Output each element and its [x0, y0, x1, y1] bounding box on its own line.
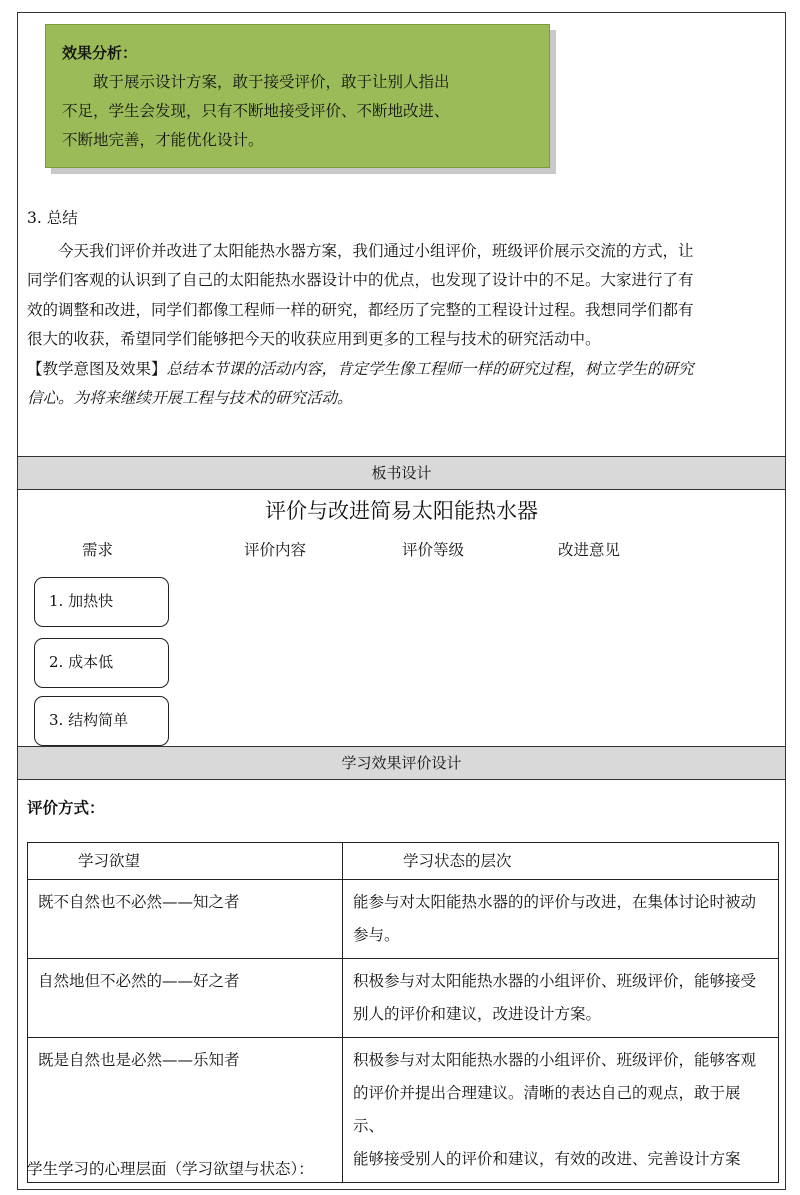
row-3-state: 积极参与对太阳能热水器的小组评价、班级评价，能够客观 的评价并提出合理建议。清晰的表达自己的观点，敢于展示、 能够接受别人的评价和建议，有效的改进、完善设计方案	[343, 1038, 779, 1183]
table-row	[28, 880, 779, 959]
row-3-desire: 既是自然也是必然——乐知者	[28, 1038, 343, 1183]
summary-line-3: 效的调整和改进，同学们都像工程师一样的研究，都经历了完整的工程设计过程。我想同学们都有	[27, 300, 694, 319]
table-row	[28, 959, 779, 1038]
need-box-3: 3. 结构简单	[34, 696, 169, 746]
effect-line-2: 不足，学生会发现，只有不断地接受评价、不断地改进、	[62, 102, 450, 120]
effect-line-3: 不断地完善，才能优化设计。	[62, 131, 264, 149]
assessment-bar: 学习效果评价设计	[18, 746, 785, 780]
board-column-content: 评价内容	[244, 541, 307, 559]
row-1-state: 能参与对太阳能热水器的的评价与改进，在集体讨论时被动 参与。	[343, 880, 779, 959]
need-box-2: 2. 成本低	[34, 638, 169, 688]
summary-line-1: 今天我们评价并改进了太阳能热水器方案，我们通过小组评价，班级评价展示交流的方式，让	[58, 241, 694, 260]
intent-text-1: 总结本节课的活动内容，肯定学生像工程师一样的研究过程，树立学生的研究	[166, 359, 694, 378]
header-state: 学习状态的层次	[343, 843, 779, 880]
board-column-improve: 改进意见	[558, 541, 621, 559]
summary-heading: 3. 总结	[27, 209, 78, 227]
effect-analysis-box	[45, 24, 550, 168]
assessment-method: 评价方式：	[27, 798, 105, 817]
board-title: 评价与改进简易太阳能热水器	[265, 499, 538, 523]
summary-line-2: 同学们客观的认识到了自己的太阳能热水器设计中的优点，也发现了设计中的不足。大家进行了有	[27, 271, 694, 289]
effect-line-1: 敢于展示设计方案，敢于接受评价，敢于让别人指出	[93, 73, 450, 91]
assessment-footer: 学生学习的心理层面（学习欲望与状态）：	[27, 1160, 314, 1178]
effect-title: 效果分析：	[62, 44, 138, 62]
row-2-state: 积极参与对太阳能热水器的小组评价、班级评价，能够接受 别人的评价和建议，改进设计方案。	[343, 959, 779, 1038]
row-2-desire: 自然地但不必然的——好之者	[28, 959, 343, 1038]
board-column-grade: 评价等级	[402, 541, 465, 559]
header-desire: 学习欲望	[28, 843, 343, 880]
intent-line-1	[27, 355, 782, 385]
intent-label: 【教学意图及效果】	[27, 359, 167, 378]
assessment-table	[27, 842, 779, 1183]
table-header-row	[28, 843, 779, 880]
board-design-bar: 板书设计	[18, 456, 785, 490]
need-box-1: 1. 加热快	[34, 577, 169, 627]
summary-section	[27, 204, 782, 414]
row-1-desire: 既不自然也不必然——知之者	[28, 880, 343, 959]
intent-line-2: 信心。为将来继续开展工程与技术的研究活动。	[27, 389, 353, 407]
board-column-need: 需求	[82, 541, 114, 559]
summary-line-4: 很大的收获，希望同学们能够把今天的收获应用到更多的工程与技术的研究活动中。	[27, 330, 601, 348]
